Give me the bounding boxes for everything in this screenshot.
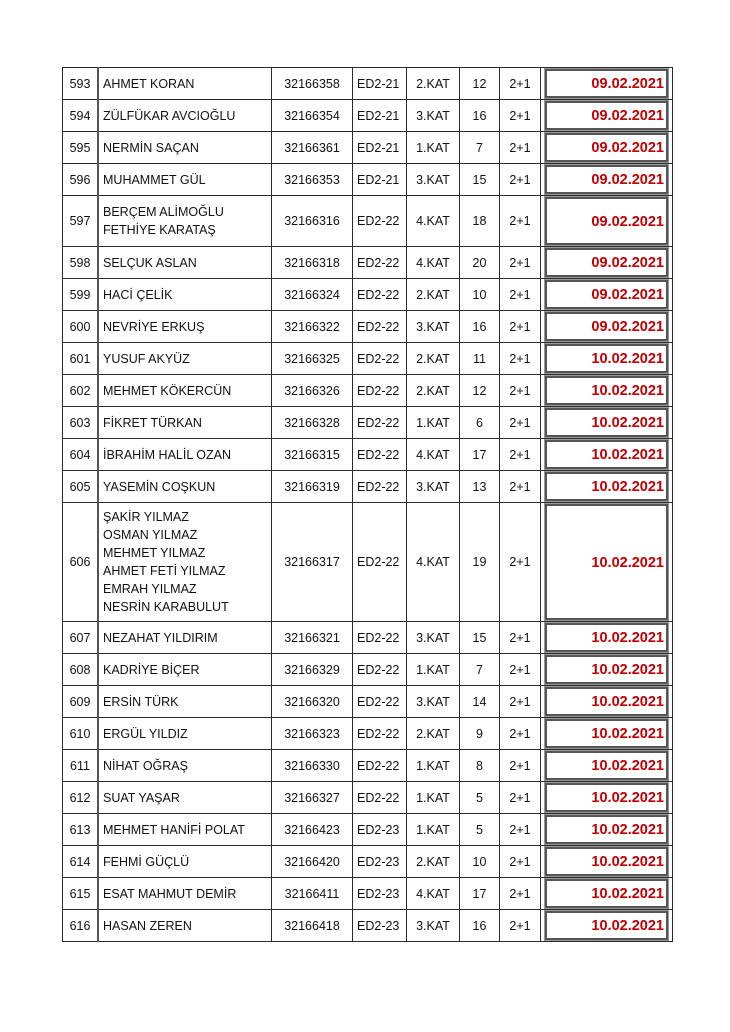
owner-name: KADRİYE BİÇER bbox=[103, 662, 200, 677]
appointment-date: 10.02.2021 bbox=[545, 879, 668, 908]
date-cell bbox=[541, 279, 673, 311]
date-cell bbox=[541, 375, 673, 407]
record-id: 32166317 bbox=[272, 503, 353, 622]
record-id: 32166323 bbox=[272, 718, 353, 750]
table-row bbox=[63, 782, 673, 814]
block-code: ED2-22 bbox=[353, 622, 407, 654]
door-number: 5 bbox=[460, 814, 500, 846]
date-cell bbox=[541, 814, 673, 846]
flat-type: 2+1 bbox=[500, 814, 541, 846]
table-row bbox=[63, 718, 673, 750]
block-code: ED2-23 bbox=[353, 910, 407, 942]
owner-name: FİKRET TÜRKAN bbox=[103, 415, 202, 430]
block-code: ED2-22 bbox=[353, 311, 407, 343]
block-code: ED2-22 bbox=[353, 503, 407, 622]
date-cell bbox=[541, 750, 673, 782]
floor: 1.KAT bbox=[407, 782, 460, 814]
table-row bbox=[63, 247, 673, 279]
floor: 1.KAT bbox=[407, 814, 460, 846]
row-number: 602 bbox=[63, 375, 99, 407]
table-row bbox=[63, 311, 673, 343]
row-number: 615 bbox=[63, 878, 99, 910]
floor: 3.KAT bbox=[407, 910, 460, 942]
owner-name: AHMET FETİ YILMAZ bbox=[103, 564, 226, 578]
date-cell bbox=[541, 407, 673, 439]
owner-name: NEZAHAT YILDIRIM bbox=[103, 630, 218, 645]
appointment-date: 10.02.2021 bbox=[545, 440, 668, 469]
block-code: ED2-21 bbox=[353, 68, 407, 100]
record-id: 32166326 bbox=[272, 375, 353, 407]
row-number: 600 bbox=[63, 311, 99, 343]
door-number: 14 bbox=[460, 686, 500, 718]
row-number: 613 bbox=[63, 814, 99, 846]
flat-type: 2+1 bbox=[500, 375, 541, 407]
table-body bbox=[63, 68, 673, 942]
date-cell bbox=[541, 878, 673, 910]
table-row bbox=[63, 439, 673, 471]
owner-names bbox=[98, 814, 272, 846]
flat-type: 2+1 bbox=[500, 68, 541, 100]
owner-names bbox=[98, 846, 272, 878]
record-id: 32166316 bbox=[272, 196, 353, 247]
date-cell bbox=[541, 132, 673, 164]
appointment-date: 10.02.2021 bbox=[545, 472, 668, 501]
date-cell bbox=[541, 471, 673, 503]
block-code: ED2-23 bbox=[353, 846, 407, 878]
appointment-date: 09.02.2021 bbox=[545, 133, 668, 162]
flat-type: 2+1 bbox=[500, 622, 541, 654]
flat-type: 2+1 bbox=[500, 782, 541, 814]
row-number: 595 bbox=[63, 132, 99, 164]
door-number: 16 bbox=[460, 311, 500, 343]
table-row bbox=[63, 375, 673, 407]
row-number: 606 bbox=[63, 503, 99, 622]
appointment-date: 10.02.2021 bbox=[545, 847, 668, 876]
table-row bbox=[63, 343, 673, 375]
door-number: 7 bbox=[460, 654, 500, 686]
block-code: ED2-21 bbox=[353, 164, 407, 196]
owner-name: NESRİN KARABULUT bbox=[103, 600, 229, 614]
door-number: 5 bbox=[460, 782, 500, 814]
record-id: 32166327 bbox=[272, 782, 353, 814]
date-cell bbox=[541, 343, 673, 375]
appointment-date: 09.02.2021 bbox=[545, 312, 668, 341]
owner-name: ERSİN TÜRK bbox=[103, 694, 179, 709]
door-number: 11 bbox=[460, 343, 500, 375]
owner-names bbox=[98, 878, 272, 910]
record-id: 32166353 bbox=[272, 164, 353, 196]
appointment-date: 10.02.2021 bbox=[545, 751, 668, 780]
door-number: 17 bbox=[460, 439, 500, 471]
table-row bbox=[63, 878, 673, 910]
table-row bbox=[63, 750, 673, 782]
floor: 4.KAT bbox=[407, 196, 460, 247]
owner-name: ZÜLFÜKAR AVCIOĞLU bbox=[103, 108, 236, 123]
block-code: ED2-22 bbox=[353, 196, 407, 247]
row-number: 607 bbox=[63, 622, 99, 654]
appointment-date: 09.02.2021 bbox=[545, 101, 668, 130]
date-cell bbox=[541, 782, 673, 814]
owner-names bbox=[98, 503, 272, 622]
owner-names bbox=[98, 407, 272, 439]
door-number: 15 bbox=[460, 622, 500, 654]
appointment-date: 09.02.2021 bbox=[545, 197, 668, 245]
row-number: 614 bbox=[63, 846, 99, 878]
floor: 3.KAT bbox=[407, 686, 460, 718]
floor: 1.KAT bbox=[407, 132, 460, 164]
owner-name: SELÇUK ASLAN bbox=[103, 255, 197, 270]
door-number: 10 bbox=[460, 846, 500, 878]
row-number: 608 bbox=[63, 654, 99, 686]
record-id: 32166361 bbox=[272, 132, 353, 164]
door-number: 13 bbox=[460, 471, 500, 503]
owner-name: NİHAT OĞRAŞ bbox=[103, 758, 188, 773]
appointment-date: 10.02.2021 bbox=[545, 504, 668, 620]
record-id: 32166319 bbox=[272, 471, 353, 503]
owner-names bbox=[98, 622, 272, 654]
row-number: 599 bbox=[63, 279, 99, 311]
floor: 3.KAT bbox=[407, 311, 460, 343]
record-id: 32166322 bbox=[272, 311, 353, 343]
record-id: 32166315 bbox=[272, 439, 353, 471]
date-cell bbox=[541, 686, 673, 718]
record-id: 32166358 bbox=[272, 68, 353, 100]
floor: 1.KAT bbox=[407, 654, 460, 686]
floor: 4.KAT bbox=[407, 247, 460, 279]
row-number: 604 bbox=[63, 439, 99, 471]
row-number: 596 bbox=[63, 164, 99, 196]
row-number: 593 bbox=[63, 68, 99, 100]
flat-type: 2+1 bbox=[500, 878, 541, 910]
block-code: ED2-21 bbox=[353, 132, 407, 164]
date-cell bbox=[541, 196, 673, 247]
owner-name: YUSUF AKYÜZ bbox=[103, 351, 190, 366]
record-id: 32166328 bbox=[272, 407, 353, 439]
row-number: 616 bbox=[63, 910, 99, 942]
row-number: 612 bbox=[63, 782, 99, 814]
flat-type: 2+1 bbox=[500, 311, 541, 343]
owner-names bbox=[98, 471, 272, 503]
owner-name: MEHMET YILMAZ bbox=[103, 546, 206, 560]
door-number: 17 bbox=[460, 878, 500, 910]
floor: 1.KAT bbox=[407, 750, 460, 782]
owner-names bbox=[98, 750, 272, 782]
appointment-date: 10.02.2021 bbox=[545, 655, 668, 684]
date-cell bbox=[541, 910, 673, 942]
flat-type: 2+1 bbox=[500, 846, 541, 878]
row-number: 597 bbox=[63, 196, 99, 247]
appointment-date: 10.02.2021 bbox=[545, 911, 668, 940]
record-id: 32166411 bbox=[272, 878, 353, 910]
table-row bbox=[63, 407, 673, 439]
block-code: ED2-22 bbox=[353, 750, 407, 782]
block-code: ED2-22 bbox=[353, 247, 407, 279]
date-cell bbox=[541, 68, 673, 100]
floor: 3.KAT bbox=[407, 100, 460, 132]
appointment-date: 10.02.2021 bbox=[545, 376, 668, 405]
flat-type: 2+1 bbox=[500, 196, 541, 247]
table-row bbox=[63, 196, 673, 247]
block-code: ED2-22 bbox=[353, 279, 407, 311]
row-number: 598 bbox=[63, 247, 99, 279]
flat-type: 2+1 bbox=[500, 439, 541, 471]
owner-name: İBRAHİM HALİL OZAN bbox=[103, 447, 232, 462]
block-code: ED2-22 bbox=[353, 686, 407, 718]
floor: 3.KAT bbox=[407, 622, 460, 654]
owner-name: MEHMET HANİFİ POLAT bbox=[103, 822, 245, 837]
door-number: 6 bbox=[460, 407, 500, 439]
allocation-table bbox=[62, 67, 673, 942]
flat-type: 2+1 bbox=[500, 471, 541, 503]
block-code: ED2-22 bbox=[353, 471, 407, 503]
date-cell bbox=[541, 100, 673, 132]
door-number: 7 bbox=[460, 132, 500, 164]
date-cell bbox=[541, 311, 673, 343]
door-number: 15 bbox=[460, 164, 500, 196]
floor: 2.KAT bbox=[407, 846, 460, 878]
table-row bbox=[63, 686, 673, 718]
appointment-date: 09.02.2021 bbox=[545, 280, 668, 309]
door-number: 18 bbox=[460, 196, 500, 247]
flat-type: 2+1 bbox=[500, 750, 541, 782]
door-number: 9 bbox=[460, 718, 500, 750]
floor: 2.KAT bbox=[407, 375, 460, 407]
row-number: 594 bbox=[63, 100, 99, 132]
row-number: 605 bbox=[63, 471, 99, 503]
flat-type: 2+1 bbox=[500, 343, 541, 375]
owner-name: HASAN ZEREN bbox=[103, 918, 192, 933]
flat-type: 2+1 bbox=[500, 503, 541, 622]
record-id: 32166318 bbox=[272, 247, 353, 279]
appointment-date: 10.02.2021 bbox=[545, 719, 668, 748]
owner-names bbox=[98, 100, 272, 132]
row-number: 609 bbox=[63, 686, 99, 718]
block-code: ED2-22 bbox=[353, 654, 407, 686]
floor: 2.KAT bbox=[407, 279, 460, 311]
owner-names bbox=[98, 375, 272, 407]
appointment-date: 10.02.2021 bbox=[545, 344, 668, 373]
block-code: ED2-22 bbox=[353, 407, 407, 439]
floor: 4.KAT bbox=[407, 878, 460, 910]
flat-type: 2+1 bbox=[500, 718, 541, 750]
owner-name: FETHİYE KARATAŞ bbox=[103, 223, 216, 237]
owner-names bbox=[98, 164, 272, 196]
owner-name: BERÇEM ALİMOĞLU bbox=[103, 205, 224, 219]
flat-type: 2+1 bbox=[500, 247, 541, 279]
floor: 2.KAT bbox=[407, 343, 460, 375]
date-cell bbox=[541, 439, 673, 471]
block-code: ED2-22 bbox=[353, 375, 407, 407]
table-row bbox=[63, 100, 673, 132]
table-row bbox=[63, 164, 673, 196]
owner-name: NERMİN SAÇAN bbox=[103, 140, 199, 155]
block-code: ED2-21 bbox=[353, 100, 407, 132]
owner-name: FEHMİ GÜÇLÜ bbox=[103, 854, 190, 869]
floor: 4.KAT bbox=[407, 439, 460, 471]
owner-names bbox=[98, 68, 272, 100]
owner-name: MUHAMMET GÜL bbox=[103, 172, 206, 187]
table-row bbox=[63, 910, 673, 942]
owner-names bbox=[98, 910, 272, 942]
date-cell bbox=[541, 846, 673, 878]
owner-name: YASEMİN COŞKUN bbox=[103, 479, 216, 494]
record-id: 32166325 bbox=[272, 343, 353, 375]
floor: 2.KAT bbox=[407, 68, 460, 100]
floor: 4.KAT bbox=[407, 503, 460, 622]
block-code: ED2-23 bbox=[353, 814, 407, 846]
date-cell bbox=[541, 164, 673, 196]
appointment-date: 10.02.2021 bbox=[545, 815, 668, 844]
owner-name: EMRAH YILMAZ bbox=[103, 582, 197, 596]
table-row bbox=[63, 814, 673, 846]
record-id: 32166324 bbox=[272, 279, 353, 311]
appointment-date: 10.02.2021 bbox=[545, 687, 668, 716]
record-id: 32166420 bbox=[272, 846, 353, 878]
block-code: ED2-23 bbox=[353, 878, 407, 910]
floor: 3.KAT bbox=[407, 471, 460, 503]
owner-names bbox=[98, 782, 272, 814]
record-id: 32166329 bbox=[272, 654, 353, 686]
owner-names bbox=[98, 718, 272, 750]
owner-names bbox=[98, 439, 272, 471]
owner-names bbox=[98, 196, 272, 247]
owner-names bbox=[98, 686, 272, 718]
door-number: 20 bbox=[460, 247, 500, 279]
flat-type: 2+1 bbox=[500, 100, 541, 132]
table-row bbox=[63, 279, 673, 311]
table-row bbox=[63, 654, 673, 686]
table-row bbox=[63, 622, 673, 654]
block-code: ED2-22 bbox=[353, 343, 407, 375]
row-number: 610 bbox=[63, 718, 99, 750]
appointment-date: 10.02.2021 bbox=[545, 408, 668, 437]
table-row bbox=[63, 132, 673, 164]
block-code: ED2-22 bbox=[353, 439, 407, 471]
door-number: 10 bbox=[460, 279, 500, 311]
owner-name: MEHMET KÖKERCÜN bbox=[103, 383, 232, 398]
door-number: 16 bbox=[460, 100, 500, 132]
record-id: 32166330 bbox=[272, 750, 353, 782]
date-cell bbox=[541, 654, 673, 686]
flat-type: 2+1 bbox=[500, 686, 541, 718]
flat-type: 2+1 bbox=[500, 279, 541, 311]
record-id: 32166321 bbox=[272, 622, 353, 654]
door-number: 16 bbox=[460, 910, 500, 942]
floor: 1.KAT bbox=[407, 407, 460, 439]
owner-name: OSMAN YILMAZ bbox=[103, 528, 198, 542]
appointment-date: 10.02.2021 bbox=[545, 783, 668, 812]
block-code: ED2-22 bbox=[353, 718, 407, 750]
door-number: 12 bbox=[460, 375, 500, 407]
floor: 3.KAT bbox=[407, 164, 460, 196]
record-id: 32166354 bbox=[272, 100, 353, 132]
door-number: 8 bbox=[460, 750, 500, 782]
owner-name: ESAT MAHMUT DEMİR bbox=[103, 886, 237, 901]
flat-type: 2+1 bbox=[500, 654, 541, 686]
owner-name: ŞAKİR YILMAZ bbox=[103, 510, 189, 524]
owner-names bbox=[98, 343, 272, 375]
owner-names bbox=[98, 654, 272, 686]
table-row bbox=[63, 68, 673, 100]
row-number: 603 bbox=[63, 407, 99, 439]
date-cell bbox=[541, 503, 673, 622]
owner-name: SUAT YAŞAR bbox=[103, 790, 180, 805]
owner-names bbox=[98, 311, 272, 343]
table-row bbox=[63, 846, 673, 878]
flat-type: 2+1 bbox=[500, 132, 541, 164]
floor: 2.KAT bbox=[407, 718, 460, 750]
owner-names bbox=[98, 132, 272, 164]
date-cell bbox=[541, 622, 673, 654]
owner-name: HACİ ÇELİK bbox=[103, 287, 173, 302]
row-number: 601 bbox=[63, 343, 99, 375]
appointment-date: 10.02.2021 bbox=[545, 623, 668, 652]
door-number: 12 bbox=[460, 68, 500, 100]
date-cell bbox=[541, 247, 673, 279]
appointment-date: 09.02.2021 bbox=[545, 248, 668, 277]
flat-type: 2+1 bbox=[500, 910, 541, 942]
flat-type: 2+1 bbox=[500, 407, 541, 439]
owner-names bbox=[98, 279, 272, 311]
flat-type: 2+1 bbox=[500, 164, 541, 196]
owner-names bbox=[98, 247, 272, 279]
block-code: ED2-22 bbox=[353, 782, 407, 814]
record-id: 32166418 bbox=[272, 910, 353, 942]
table-row bbox=[63, 471, 673, 503]
door-number: 19 bbox=[460, 503, 500, 622]
table-row bbox=[63, 503, 673, 622]
owner-name: NEVRİYE ERKUŞ bbox=[103, 319, 205, 334]
appointment-date: 09.02.2021 bbox=[545, 69, 668, 98]
record-id: 32166320 bbox=[272, 686, 353, 718]
record-id: 32166423 bbox=[272, 814, 353, 846]
owner-name: AHMET KORAN bbox=[103, 76, 195, 91]
owner-name: ERGÜL YILDIZ bbox=[103, 726, 188, 741]
appointment-date: 09.02.2021 bbox=[545, 165, 668, 194]
row-number: 611 bbox=[63, 750, 99, 782]
date-cell bbox=[541, 718, 673, 750]
